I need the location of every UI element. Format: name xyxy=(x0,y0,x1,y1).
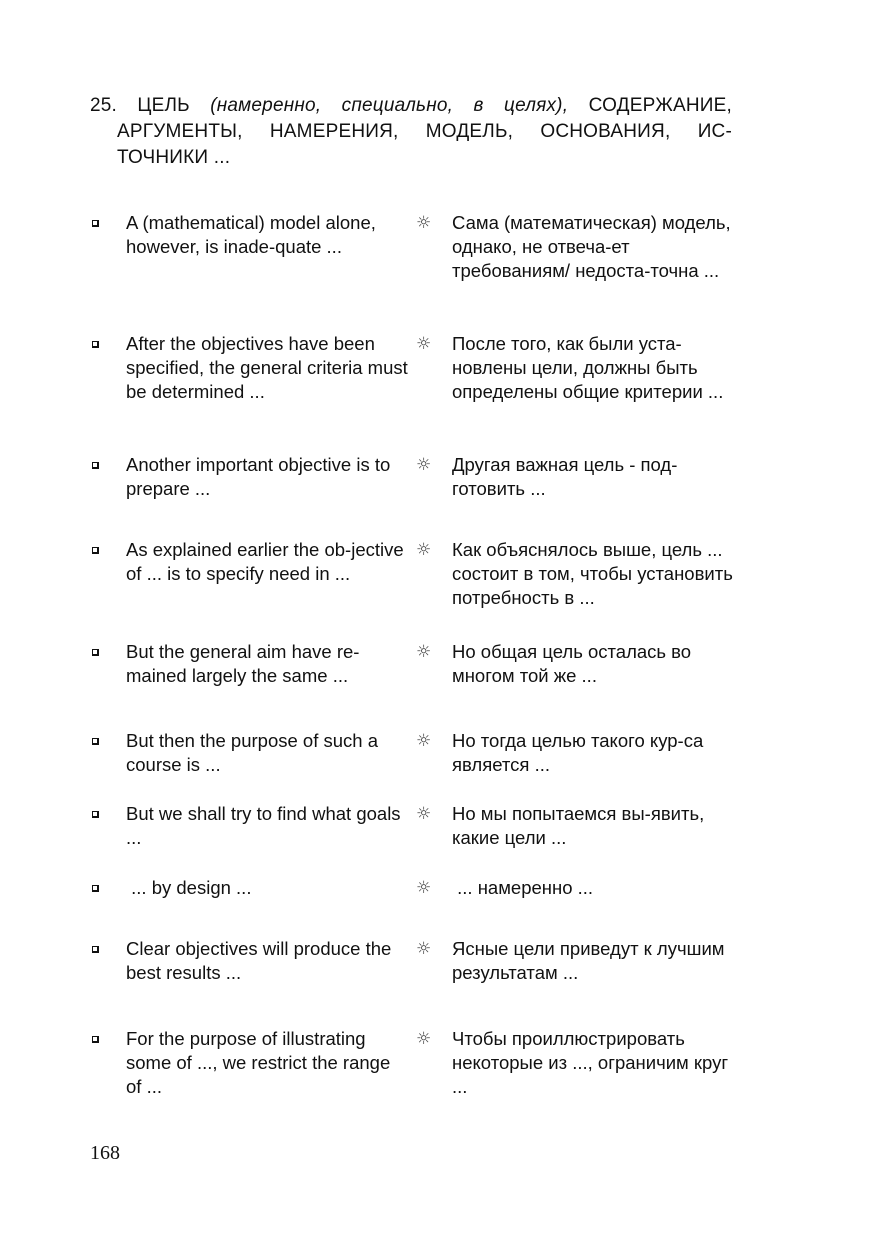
checkbox-bullet-icon xyxy=(90,453,126,501)
checkbox-bullet-icon xyxy=(90,211,126,284)
page-number: 168 xyxy=(90,1142,120,1164)
phrase-russian: Но общая цель осталась во многом той же ... xyxy=(452,641,692,687)
checkbox-bullet-icon xyxy=(90,802,126,850)
sun-marker-icon: ☼ xyxy=(416,878,432,898)
phrase-russian: Ясные цели приведут к лучшим результатам ... xyxy=(452,938,725,984)
phrase-english: ... by design ... xyxy=(126,877,252,898)
phrase-row xyxy=(90,332,740,405)
sun-marker-icon: ☼ xyxy=(416,731,432,751)
heading-number-title: 25. ЦЕЛЬ xyxy=(90,95,190,116)
sun-marker-icon: ☼ xyxy=(416,642,432,662)
phrase-row xyxy=(90,538,740,611)
sun-marker-icon: ☼ xyxy=(416,1029,432,1049)
checkbox-bullet-icon xyxy=(90,538,126,611)
checkbox-bullet-icon xyxy=(90,876,126,900)
checkbox-bullet-icon xyxy=(90,332,126,405)
phrase-row xyxy=(90,453,740,501)
heading-italic-note: (намеренно, специально, в целях), xyxy=(210,95,569,116)
phrase-russian: Как объяснялось выше, цель ... состоит в том, чтобы установить потребность в ... xyxy=(452,539,733,609)
phrase-russian: Чтобы проиллюстрировать некоторые из ..., ограничим круг ... xyxy=(452,1028,729,1098)
phrase-english: After the objectives have been specified, the general criteria must be determined ... xyxy=(126,333,408,403)
sun-marker-icon: ☼ xyxy=(416,455,432,475)
phrase-english: A (mathematical) model alone, however, is inade-quate ... xyxy=(126,212,376,258)
section-heading xyxy=(90,93,732,171)
phrase-row xyxy=(90,802,740,850)
phrase-russian: После того, как были уста-новлены цели, должны быть определены общие критерии ... xyxy=(452,333,724,403)
phrase-row xyxy=(90,640,740,688)
phrase-english: But we shall try to find what goals ... xyxy=(126,803,401,849)
checkbox-bullet-icon xyxy=(90,937,126,985)
sun-marker-icon: ☼ xyxy=(416,540,432,560)
phrase-english: Another important objective is to prepare ... xyxy=(126,454,391,500)
phrase-russian: Но мы попытаемся вы-явить, какие цели ... xyxy=(452,803,705,849)
phrase-row xyxy=(90,729,740,777)
sun-marker-icon: ☼ xyxy=(416,334,432,354)
checkbox-bullet-icon xyxy=(90,640,126,688)
phrase-row xyxy=(90,937,740,985)
phrase-row xyxy=(90,1027,740,1100)
checkbox-bullet-icon xyxy=(90,1027,126,1100)
phrase-russian: ... намеренно ... xyxy=(452,877,594,898)
phrase-english: But the general aim have re-mained largely the same ... xyxy=(126,641,360,687)
phrase-english: But then the purpose of such a course is ... xyxy=(126,730,378,776)
phrase-row xyxy=(90,876,740,900)
phrase-russian: Сама (математическая) модель, однако, не отвеча-ет требованиям/ недоста-точна ... xyxy=(452,212,731,282)
sun-marker-icon: ☼ xyxy=(416,804,432,824)
phrase-row xyxy=(90,211,740,284)
phrase-english: Clear objectives will produce the best results ... xyxy=(126,938,392,984)
sun-marker-icon: ☼ xyxy=(416,939,432,959)
phrase-russian: Другая важная цель - под-готовить ... xyxy=(452,454,678,500)
sun-marker-icon: ☼ xyxy=(416,213,432,233)
phrase-russian: Но тогда целью такого кур-са является ... xyxy=(452,730,704,776)
phrase-english: As explained earlier the ob-jective of ... is to specify need in ... xyxy=(126,539,404,585)
heading-keywords: СОДЕРЖАНИЕ, АРГУМЕНТЫ, НАМЕРЕНИЯ, МОДЕЛЬ, ОСНОВАНИЯ, ИС-ТОЧНИКИ ... xyxy=(117,95,732,168)
phrase-english: For the purpose of illustrating some of ..., we restrict the range of ... xyxy=(126,1028,391,1098)
checkbox-bullet-icon xyxy=(90,729,126,777)
